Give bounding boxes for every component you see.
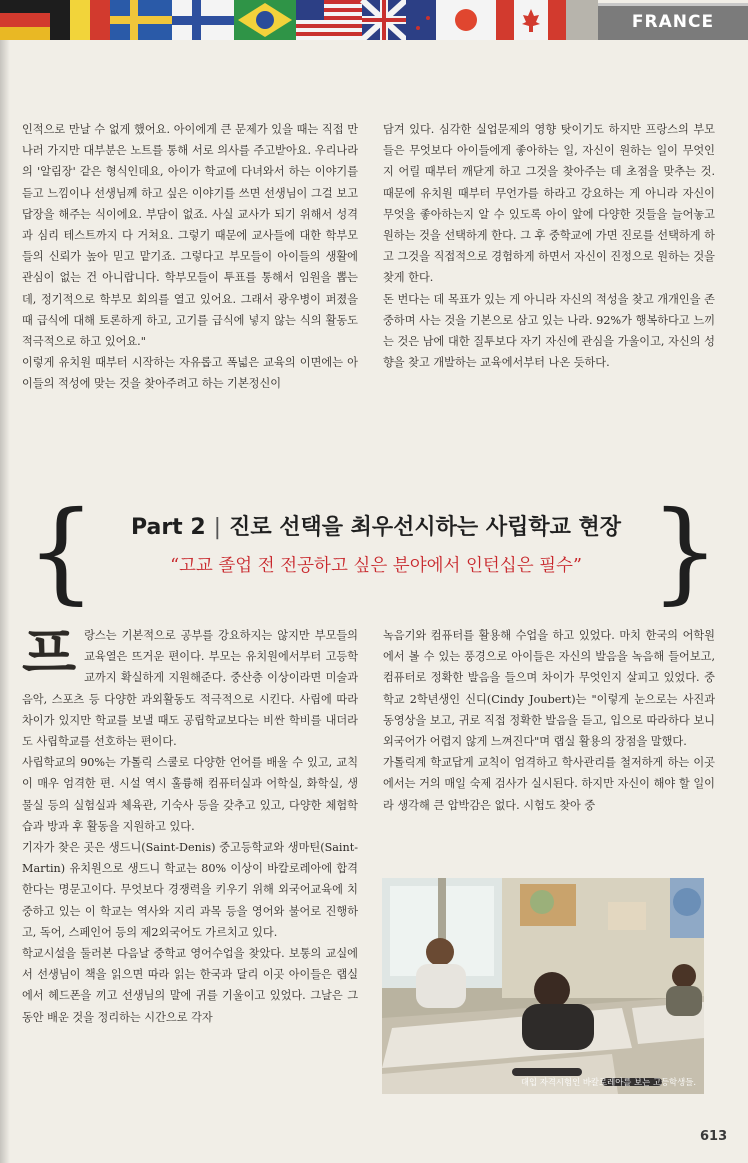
classroom-photo-illustration — [382, 878, 704, 1094]
paragraph: 인적으로 만날 수 없게 했어요. 아이에게 큰 문제가 있을 때는 직접 만나러 가지만 대부분은 노트를 통해 서로 의사를 주고받아요. 우리나라의 '알림장' 같은 형식인데요, 아이가 학교에 다녀와서 하는 이야기를 듣고 느낌이나 선생님께 하고 싶은 이야기를 쓰면 선생님이 그걸 보고 답장을 해주는 식이에요. 부담이 없죠. 사실 교사가 되기 위해서 성격과 심리 테스트까지 다 거쳐요. 그렇기 때문에 교사들에 대한 학부모들의 신뢰가 높아 믿고 맡기죠. 그렇다고 부모들이 아이들의 생활에 관심이 없는 건 아니랍니다. 학부모들이 투표를 통해서 임원을 뽑는데, 정기적으로 학부모 회의를 열고 있어요. 그래서 광우병이 퍼졌을 때 급식에 대해 토론하게 하고, 고기를 급식에 넣지 않는 식의 활동도 적극적으로 하고 있어요." — [22, 123, 358, 349]
paragraph: 가톨릭계 학교답게 교칙이 엄격하고 학사관리를 철저하게 하는 이곳에서는 거의 매일 숙제 검사가 실시된다. 하지만 자신이 해야 할 일이라 생각해 큰 압박감은 없다. 시험도 찾아 중 — [383, 756, 715, 812]
paragraph: 기자가 찾은 곳은 생드니(Saint-Denis) 중고등학교와 생마틴(Saint-Martin) 유치원으로 생드니 학교는 80% 이상이 바칼로레아에 합격한다는 명문고이다. 무엇보다 경쟁력을 키우기 위해 외국어교육에 치중하고 있는 이 학교는 역사와 지리 과목 등을 영어와 불어로 진행하고, 독어, 스페인어 등의 제2외국어도 가르치고 있다. — [22, 841, 358, 939]
bottom-left-column — [22, 622, 358, 1028]
part-subtitle: “고교 졸업 전 전공하고 싶은 분야에서 인턴십은 필수” — [170, 556, 582, 576]
right-brace: } — [650, 487, 720, 615]
page-number: 613 — [700, 1129, 728, 1144]
top-left-column — [22, 119, 358, 395]
part-title — [26, 510, 726, 541]
uk-flag — [362, 0, 406, 40]
spine-shadow — [0, 40, 10, 1163]
canada-flag — [496, 0, 566, 40]
classroom-photo — [382, 878, 704, 1094]
usa-flag — [296, 0, 362, 40]
belgium-flag — [50, 0, 110, 40]
part-header — [26, 487, 726, 615]
part-number: Part 2 — [130, 515, 206, 540]
paragraph: 사립학교의 90%는 가톨릭 스쿨로 다양한 언어를 배울 수 있고, 교칙이 매우 엄격한 편. 시설 역시 훌륭해 컴퓨터실과 어학실, 화학실, 생물실 등의 실험실과 체육관, 기숙사 등을 갖추고 있고, 다양한 체험학습과 방과 후 활동을 지원하고 있다. — [22, 756, 358, 833]
left-brace: { — [26, 487, 96, 615]
part-title-text: 진로 선택을 최우선시하는 사립학교 현장 — [229, 515, 622, 540]
drop-cap: 프 — [22, 622, 77, 687]
finland-flag — [172, 0, 234, 40]
paragraph: 돈 번다는 데 목표가 있는 게 아니라 자신의 적성을 찾고 개개인을 존중하며 사는 것을 기본으로 삼고 있는 나라. 92%가 행복하다고 느끼는 것은 남에 대한 질투보다 자기 자신에 관심을 가울이고, 자신의 성향을 찾고 개발하는 교육에서부터 나온 듯하다. — [383, 292, 715, 370]
brazil-flag — [234, 0, 296, 40]
japan-flag — [436, 0, 496, 40]
top-right-column — [383, 119, 715, 373]
photo-caption: 대입 자격시험인 바칼로레아를 보는 고등학생들. — [520, 1077, 696, 1087]
paragraph: 담겨 있다. 심각한 실업문제의 영향 탓이기도 하지만 프랑스의 부모들은 무엇보다 아이들에게 좋아하는 일, 자신이 원하는 일이 무엇인지 어릴 때부터 깨닫게 하고 그것을 찾아주는 데 초점을 맞추는 것. 때문에 유치원 때부터 무언가를 하라고 강요하는 게 아니라 자신이 무엇을 좋아하는지 알 수 있도록 아이 앞에 다양한 것들을 늘어놓고 원하는 것을 선택하게 한다. 그 후 중학교에 가면 진로를 선택하게 하고 그것을 직접적으로 경험하게 하면서 자신이 진정으로 원하는 것을 찾게 한다. — [383, 123, 715, 285]
newzealand-flag — [406, 0, 436, 40]
country-tab — [598, 3, 748, 40]
country-label: FRANCE — [631, 12, 715, 32]
lead-paragraph — [22, 622, 358, 752]
bottom-right-column — [383, 625, 715, 816]
paragraph: 녹음기와 컴퓨터를 활용해 수업을 하고 있었다. 마치 한국의 어학원에서 볼 수 있는 풍경으로 아이들은 자신의 발음을 녹음해 들어보고, 컴퓨터로 정확한 발음을 들으며 차이가 무엇인지 살피고 있었다. 중학교 2학년생인 신디(Cindy Joubert)는 "이렇게 눈으로는 사진과 동영상을 보고, 귀로 직접 정확한 발음을 듣고, 입으로 따라하다 보니 외국어가 어렵지 않게 느껴진다"며 랩실 활용의 장점을 말했다. — [383, 629, 715, 749]
paragraph: 학교시설을 둘러본 다음날 중학교 영어수업을 찾았다. 보통의 교실에서 선생님이 책을 읽으면 따라 읽는 한국과 달리 이곳 아이들은 랩실에서 헤드폰을 끼고 선생님의 말에 귀를 기울이고 있었다. 그날은 그동안 배운 것을 정리하는 시간으로 각자 — [22, 947, 358, 1024]
lead-text: 랑스는 기본적으로 공부를 강요하지는 않지만 부모들의 교육열은 뜨거운 편이다. 부모는 유치원에서부터 고등학교까지 확실하게 지원해준다. 중산층 이상이라면 미술과 음악, 스포츠 등 다양한 과외활동도 적극적으로 시킨다. 사립에 따라 차이가 있지만 학교를 보낼 때도 공립학교보다는 비싼 학비를 내더라도 사립학교를 선호하는 편이다. — [22, 629, 358, 749]
flag-strip — [0, 0, 748, 40]
part-divider: | — [213, 515, 222, 540]
germany-flag — [0, 0, 50, 40]
sweden-flag — [110, 0, 172, 40]
paragraph: 이렇게 유치원 때부터 시작하는 자유롭고 폭넓은 교육의 이면에는 아이들의 적성에 맞는 것을 찾아주려고 하는 기본정신이 — [22, 356, 358, 391]
